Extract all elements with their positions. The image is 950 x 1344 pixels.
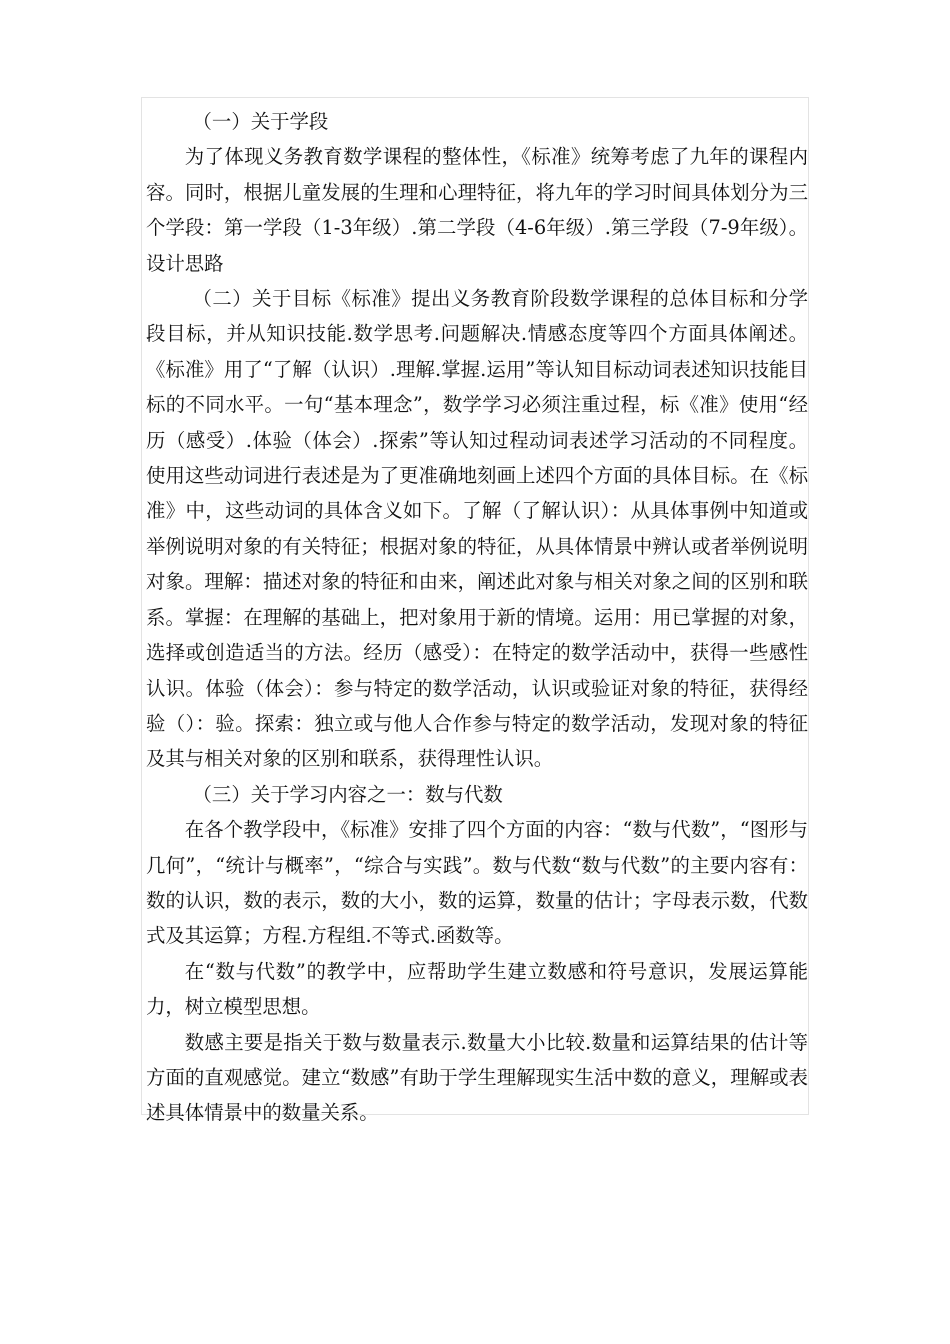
paragraph-content-areas: 在各个教学段中，《标准》安排了四个方面的内容：“数与代数”，“图形与几何”，“统计与概率”，“综合与实践”。数与代数“数与代数”的主要内容有：数的认识，数的表示，数的大小，数的运算，数量的估计；字母表示数，代数式及其运算；方程.方程组.不等式.函数等。	[146, 818, 808, 948]
paragraph-teaching: 在“数与代数”的教学中，应帮助学生建立数感和符号意识，发展运算能力，树立模型思想。	[146, 959, 808, 1019]
document-page	[141, 97, 809, 1125]
paragraph-stages: 为了体现义务教育数学课程的整体性，《标准》统筹考虑了九年的课程内容。同时，根据儿童发展的生理和心理特征，将九年的学习时间具体划分为三个学段：第一学段（1-3年级）.第二学段（4-6年级）.第三学段（7-9年级）。设计思路	[146, 145, 808, 275]
section-heading-number-algebra: （三）关于学习内容之一：数与代数	[192, 782, 503, 806]
section-heading-stages: （一）关于学段	[192, 110, 329, 133]
paragraph-goals: （二）关于目标《标准》提出义务教育阶段数学课程的总体目标和分学段目标，并从知识技能.数学思考.问题解决.情感态度等四个方面具体阐述。《标准》用了“了解（认识）.理解.掌握.运用”等认知目标动词表述知识技能目标的不同水平。一句“基本理念”，数学学习必须注重过程，标《准》使用“经历（感受）.体验（体会）.探索”等认知过程动词表述学习活动的不同程度。使用这些动词进行表述是为了更准确地刻画上述四个方面的具体目标。在《标准》中，这些动词的具体含义如下。了解（了解认识）：从具体事例中知道或举例说明对象的有关特征；根据对象的特征，从具体情景中辨认或者举例说明对象。理解：描述对象的特征和由来，阐述此对象与相关对象之间的区别和联系。掌握：在理解的基础上，把对象用于新的情境。运用：用已掌握的对象，选择或创造适当的方法。经历（感受）：在特定的数学活动中，获得一些感性认识。体验（体会）：参与特定的数学活动，认识或验证对象的特征，获得经验（）：验。探索：独立或与他人合作参与特定的数学活动，发现对象的特征及其与相关对象的区别和联系，获得理性认识。	[146, 287, 808, 771]
paragraph-number-sense: 数感主要是指关于数与数量表示.数量大小比较.数量和运算结果的估计等方面的直观感觉。建立“数感”有助于学生理解现实生活中数的意义，理解或表述具体情景中的数量关系。	[146, 1030, 808, 1125]
document-body	[146, 104, 808, 1131]
